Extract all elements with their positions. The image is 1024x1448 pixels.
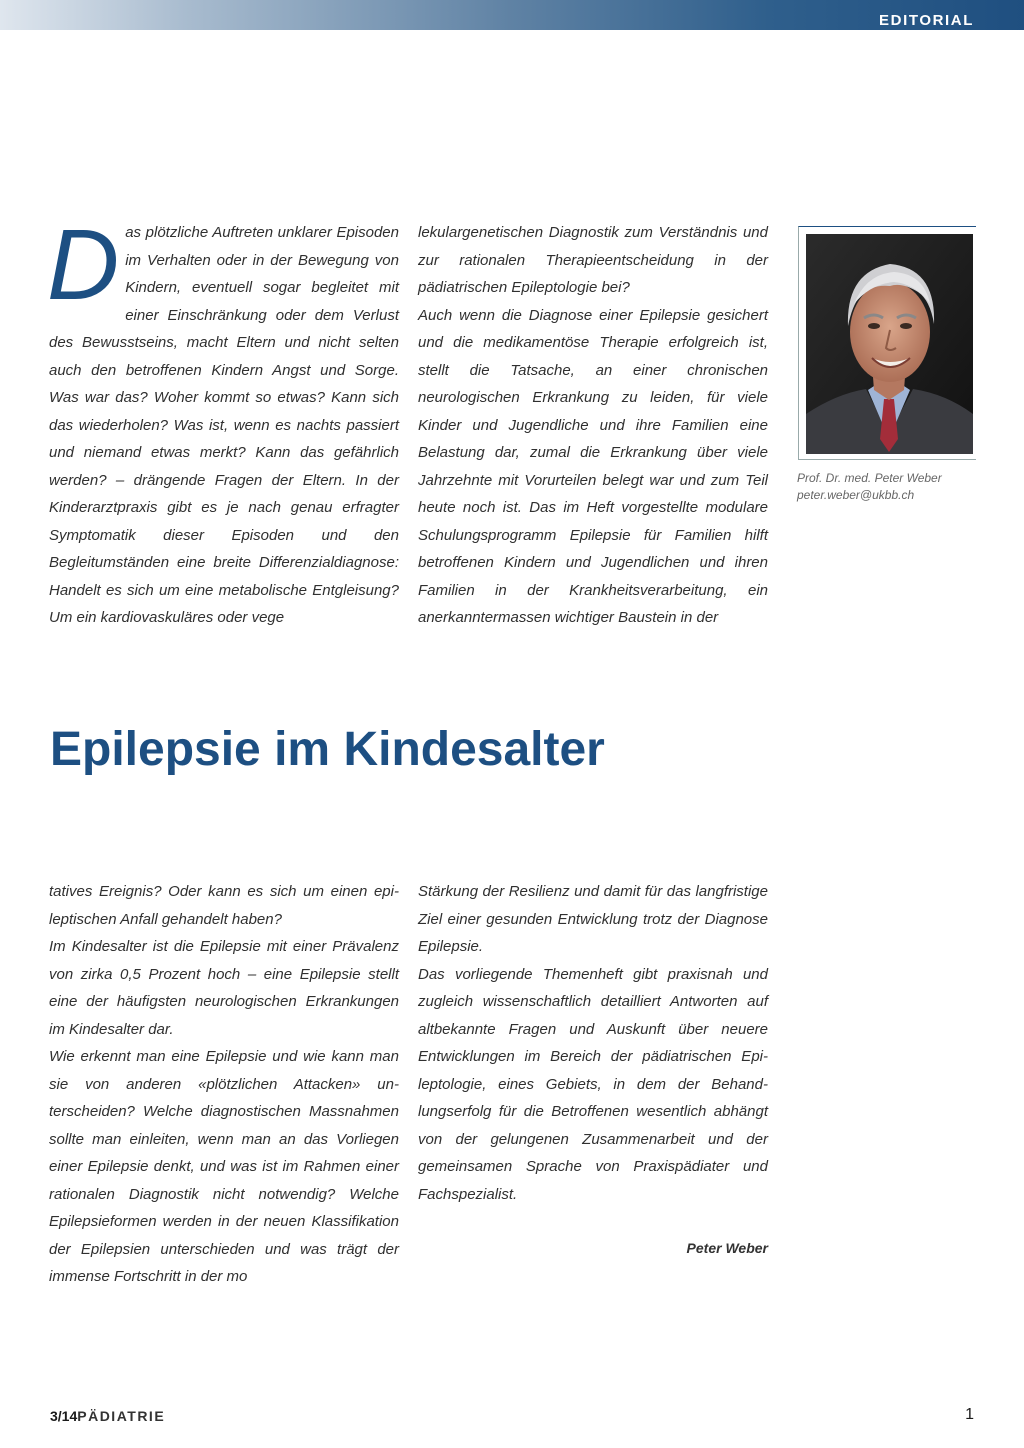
- section-label: EDITORIAL: [879, 12, 974, 29]
- paragraph: Wie erkennt man eine Epilepsie und wie kann man sie von anderen «plötzlichen Attacken» unterscheiden? Welche diagnostischen Massnahmen sollte man einleiten, wenn man an das Vorliegen einer Epilepsie denkt, und was ist im Rahmen einer rationalen Diagnostik nicht notwendig? Welche Epilepsieformen werden in der neuen Klassifikation der Epilepsien unterschieden und was trägt der immense Fortschritt in der mo: [49, 1048, 399, 1285]
- paragraph: Im Kindesalter ist die Epilepsie mit einer Prävalenz von zirka 0,5 Prozent hoch – eine Epilepsie stellt eine der häufigsten neurologischen Erkrankungen im Kindesalter dar.: [49, 938, 399, 1038]
- caption-name: Prof. Dr. med. Peter Weber: [797, 471, 942, 485]
- portrait-photo: [806, 234, 973, 454]
- header-band: [0, 0, 1024, 30]
- paragraph: lekulargenetischen Diagnostik zum Verständnis und zur rationalen Therapieentscheidung in der pädiatrischen Epileptologie bei?: [418, 224, 768, 296]
- article-column-2-bottom: [418, 878, 768, 1208]
- author-portrait: [798, 226, 976, 460]
- magazine-name: PÄDIATRIE: [77, 1408, 166, 1424]
- paragraph: Stärkung der Resilienz und damit für das langfristige Ziel einer gesunden Entwicklung trotz der Diagnose Epilepsie.: [418, 883, 768, 955]
- paragraph: as plötzliche Auftreten unklarer Episoden im Verhalten oder in der Bewegung von Kindern, eventuell sogar begleitet mit einer Einschränkung oder dem Verlust des Bewusstseins, macht Eltern und nicht selten auch den betroffenen Kindern Angst und Sorge. Was war das? Woher kommt so etwas? Kann sich das wiederholen? Was ist, wenn es nachts passiert und niemand etwas merkt? Kann das gefährlich werden? – drängende Fragen der Eltern. In der Kinderarztpraxis gibt es je nach genau erfragter Symptomatik dieser Episoden und den Begleitumständen eine breite Differenzialdiagnose: Handelt es sich um eine metabolische Entgleisung? Um ein kardiovaskuläres oder vege: [49, 224, 399, 626]
- page-number: 1: [965, 1406, 974, 1423]
- author-signature: Peter Weber: [686, 1240, 768, 1256]
- footer-issue: [50, 1408, 165, 1424]
- caption-email: peter.weber@ukbb.ch: [797, 488, 915, 502]
- paragraph: Das vorliegende Themenheft gibt praxisnah und zugleich wissenschaftlich detailliert Antworten auf altbekannte Fragen und Auskunft über neuere Entwicklungen im Bereich der pädiatrischen Epileptologie, eines Gebiets, in dem der Behandlungserfolg für die Betroffenen wesentlich abhängt von der gelungenen Zusammenarbeit und der gemeinsamen Sprache von Praxispädiater und Fachspezialist.: [418, 965, 768, 1203]
- portrait-caption: [797, 470, 977, 504]
- paragraph: tatives Ereignis? Oder kann es sich um einen epileptischen Anfall gehandelt haben?: [49, 883, 399, 928]
- article-headline: Epilepsie im Kindesalter: [50, 723, 605, 776]
- article-column-1-top: [47, 209, 399, 632]
- article-column-1-bottom: [49, 878, 399, 1291]
- drop-cap: D: [47, 209, 120, 321]
- article-column-2-top: [418, 219, 768, 632]
- issue-number: 3/14: [50, 1408, 78, 1424]
- paragraph: Auch wenn die Diagnose einer Epilepsie gesichert und die medikamentöse Therapie erfolgreich ist, stellt die Tatsache, an einer chronischen neurologischen Erkrankung zu leiden, für viele Kinder und Jugendliche und ihre Familien eine Belastung dar, zumal die Erkrankung über viele Jahrzehnte mit Vorurteilen belegt war und zum Teil heute noch ist. Das im Heft vorgestellte modulare Schulungsprogramm Epilepsie für Familien hilft betroffenen Kindern und Jugendlichen und ihren Familien in der Krankheitsverarbeitung, ein anerkanntermassen wichtiger Baustein in der: [418, 306, 768, 626]
